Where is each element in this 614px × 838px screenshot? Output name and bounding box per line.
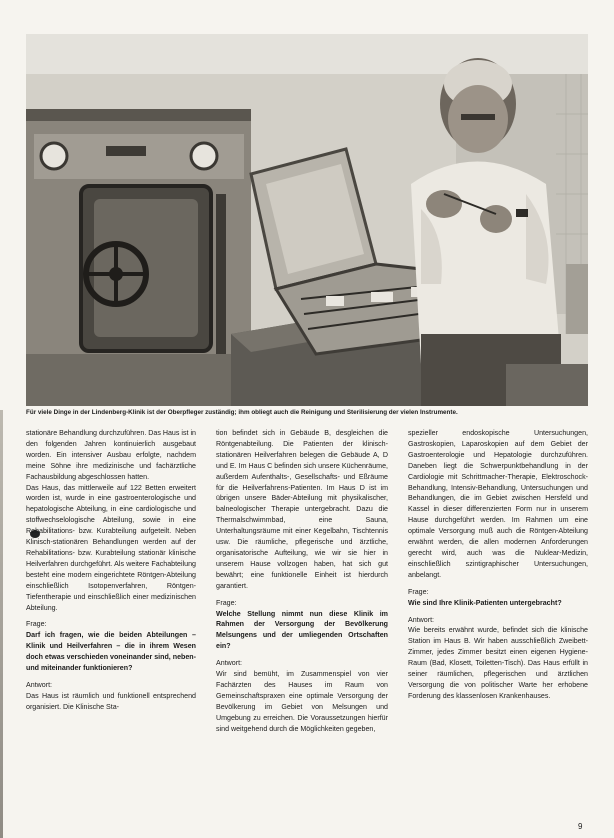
- paragraph: Das Haus, das mittlerweile auf 122 Betten erweitert worden ist, wurde in eine gastroenterologische und hepatologische Abteilung, in eine cardiologische und stoffwechselologische Abteilung, sowie in eine Rehabilitations- bzw. Kurabteilung aufgeteilt. Neben Klinisch-stationären Behandlungen werden auf der Rehabilitations- bzw. Kurabteilung stationär klinische Heilverfahren durchgeführt. Als weitere Fachabteilung besteht eine modern eingerichtete Röntgen-Abteilung einschließlich Isotopenverfahren, Röntgen-Tiefentherapie und einschließlich einer medizinischen Abteilung.: [26, 483, 196, 612]
- text-column-1: [26, 428, 196, 713]
- question-label: Frage:: [408, 587, 429, 596]
- answer-label: Antwort:: [408, 615, 435, 624]
- paragraph: spezieller endoskopische Untersuchungen, Gastroskopien, Laparoskopien auf dem Gebiet der Gastroenterologie und Hepatologie durchzuführen. Daneben liegt die Schwerpunktbehandlung in der Cardiologie mit Schrittmacher-Therapie, Elektroschock-Behandlung, Intensiv-Behandlung, Untersuchungen und Behandlungen, die im Gebiet zwischen Hersfeld und Kassel in dieser differenzierten Form nur in unserem Hause durchgeführt werden. Im Rahmen um eine optimale Versorgung muß auch die Röntgen-Abteilung erwähnt werden, die allen modernen Anforderungen gerecht wird, auch was die Nuklear-Medizin, einschließlich szintigraphischer Untersuchungen, anbelangt.: [408, 429, 588, 579]
- paragraph: tion befindet sich in Gebäude B, desgleichen die Röntgenabteilung. Die Patienten der klinisch-stationären Heilverfahren belegen die Gebäude A, D und E. Im Haus C befinden sich unsere Küchenräume, außerdem Aufenthalts-, Gesellschafts- und Eßräume für die Heilverfahrens-Patienten. Im Haus D ist im übrigen unsere Bäder-Abteilung mit physikalischer, balneologischer Therapie untergebracht. Dazu die Thermalschwimmbad, eine Sauna, Unterhaltungsräume mit einer Kegelbahn, Tischtennis usw. Die räumliche, pflegerische und ärztliche, organisatorische Aufteilung, wie wir sie hier in unserem Hause vollzogen haben, hat sich gut bewährt; eine funktionelle Einheit ist hierdurch garantiert.: [216, 429, 388, 590]
- text-column-2: [216, 428, 388, 734]
- photo-orderly-sterilizing-instruments: [26, 34, 588, 406]
- answer-text: Das Haus ist räumlich und funktionell entsprechend organisiert. Die Klinische Sta-: [26, 691, 196, 711]
- answer-label: Antwort:: [26, 680, 53, 689]
- page-number: 9: [578, 822, 583, 831]
- paragraph: stationäre Behandlung durchzuführen. Das Haus ist in den folgenden Jahren kontinuierlich ausgebaut worden. Ein intensiver Ausbau erfolgte, nachdem meine Söhne ihre medizinische und fachärztliche Fachausbildung abgeschlossen hatten.: [26, 429, 196, 481]
- answer-label: Antwort:: [216, 659, 243, 668]
- question-text: Wie sind Ihre Klinik-Patienten untergebracht?: [408, 598, 562, 607]
- question-text: Welche Stellung nimmt nun diese Klinik im Rahmen der Versorgung der Bevölkerung Melsungens und der umliegenden Ortschaften ein?: [216, 609, 388, 651]
- photo-illustration: [26, 34, 588, 406]
- text-column-3: [408, 428, 588, 702]
- answer-text: Wie bereits erwähnt wurde, befindet sich die klinische Station im Haus B. Wir haben ausschließlich Zweibett-Zimmer, jedes Zimmer besitzt einen eigenen Hygiene-Raum (Bad, Klosett, Toiletten-Tisch). Das Haus erfüllt in seiner räumlichen, pflegerischen und ärztlichen Versorgung die von politischer Warte her erhobene Forderung des klassenlosen Krankenhauses.: [408, 626, 588, 700]
- question-text: Darf ich fragen, wie die beiden Abteilungen – Klinik und Heilverfahren – die in ihrem Wesen doch etwas verschieden voneinander sind, neben- und miteinander funktionieren?: [26, 631, 196, 673]
- scan-edge-shadow: [0, 410, 3, 838]
- answer-text: Wir sind bemüht, im Zusammenspiel von vier Fachärzten des Hauses im Raum von Gemeinschaftspraxen eine optimale Versorgung der Bevölkerung im Gebiet von Melsungen und Umgebung zu erreichen. Die Voraussetzungen hierfür sind weitgehend durch die Möglichkeiten gegeben,: [216, 670, 388, 733]
- question-label: Frage:: [26, 620, 47, 629]
- question-label: Frage:: [216, 598, 237, 607]
- photo-caption: Für viele Dinge in der Lindenberg-Klinik ist der Oberpfleger zuständig; ihm obliegt auch die Reinigung und Sterilisierung der vielen Instrumente.: [26, 409, 458, 416]
